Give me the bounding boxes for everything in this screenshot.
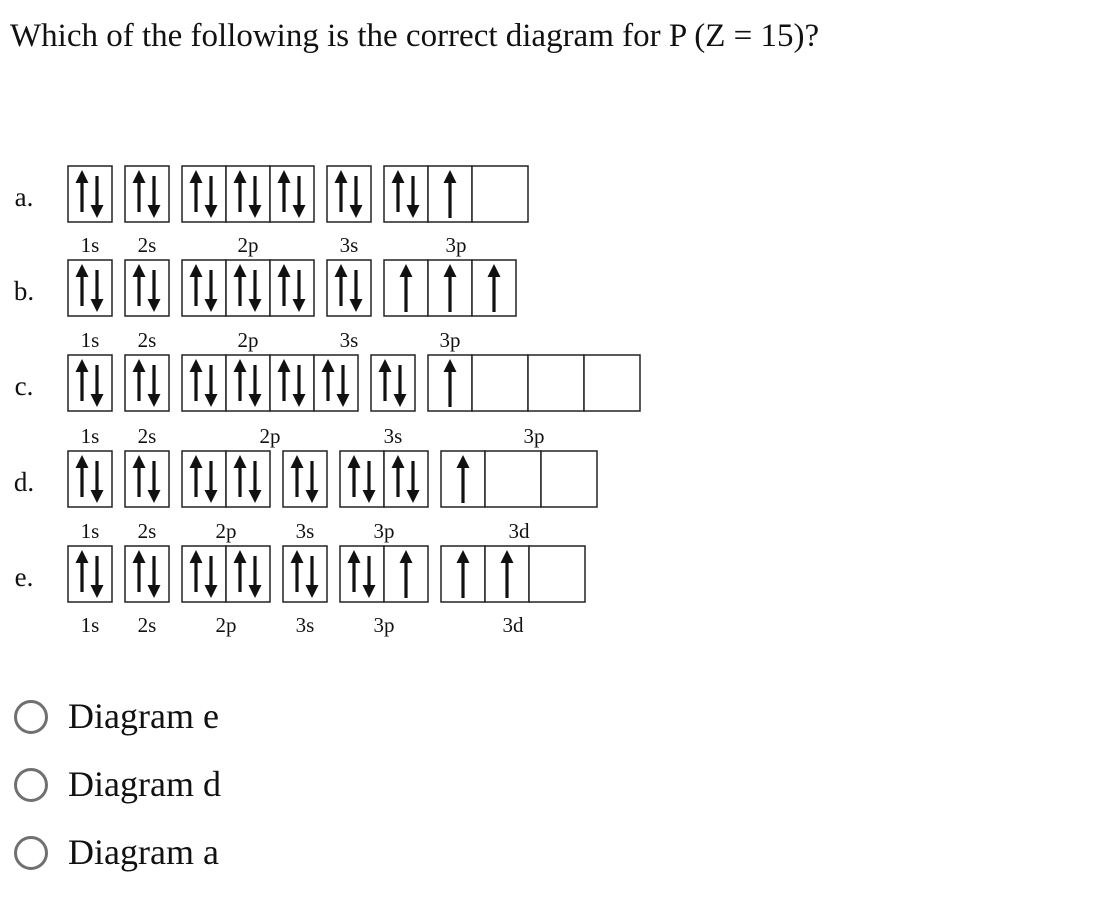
spin-up-arrow-icon — [234, 264, 247, 306]
spin-down-arrow-icon — [407, 461, 420, 503]
orbital-box — [384, 260, 428, 316]
orbital-box — [226, 260, 270, 316]
orbital-group-2s — [125, 260, 169, 352]
spin-down-arrow-icon — [148, 176, 161, 218]
orbital-group-2p — [182, 166, 314, 257]
orbital-label: 2s — [137, 424, 157, 448]
spin-down-arrow-icon — [148, 556, 161, 598]
orbital-box — [125, 260, 169, 316]
orbital-box — [472, 355, 528, 411]
diagram-row-c — [15, 355, 640, 448]
orbital-label: 2s — [137, 519, 157, 543]
orbital-group-3p — [428, 355, 640, 448]
spin-up-arrow-icon — [457, 455, 470, 503]
spin-up-arrow-icon — [392, 455, 405, 497]
spin-up-arrow-icon — [444, 170, 457, 218]
option-diagram-e[interactable] — [14, 690, 274, 742]
orbital-label: 2p — [215, 519, 237, 543]
orbital-group-3p — [384, 166, 528, 257]
orbital-group-1s — [68, 546, 112, 637]
orbital-group-3s — [371, 355, 415, 448]
orbital-box — [125, 546, 169, 602]
diagram-letter: d. — [13, 467, 35, 497]
orbital-box — [428, 260, 472, 316]
orbital-box — [428, 166, 472, 222]
orbital-box — [182, 260, 226, 316]
orbital-label: 1s — [80, 424, 100, 448]
diagram-letter: e. — [14, 562, 34, 592]
orbital-group-3p — [340, 451, 428, 543]
diagram-row-b — [14, 260, 516, 352]
spin-up-arrow-icon — [133, 455, 146, 497]
spin-down-arrow-icon — [363, 556, 376, 598]
orbital-label: 3p — [373, 519, 395, 543]
radio-button-icon[interactable] — [14, 700, 48, 734]
spin-up-arrow-icon — [278, 264, 291, 306]
diagram-row-e — [15, 546, 585, 637]
option-label: Diagram a — [68, 832, 219, 872]
option-diagram-d[interactable] — [14, 758, 274, 810]
spin-up-arrow-icon — [76, 264, 89, 306]
orbital-box — [226, 451, 270, 507]
orbital-box — [428, 355, 472, 411]
orbital-label: 1s — [80, 328, 100, 352]
spin-up-arrow-icon — [400, 550, 413, 598]
orbital-box — [384, 451, 428, 507]
orbital-label: 2p — [237, 233, 259, 257]
diagram-row-a — [15, 166, 528, 257]
spin-up-arrow-icon — [190, 264, 203, 306]
orbital-box — [125, 166, 169, 222]
spin-down-arrow-icon — [91, 461, 104, 503]
orbital-group-1s — [68, 451, 112, 543]
orbital-box — [327, 166, 371, 222]
spin-up-arrow-icon — [392, 170, 405, 212]
spin-up-arrow-icon — [291, 550, 304, 592]
spin-down-arrow-icon — [407, 176, 420, 218]
spin-up-arrow-icon — [278, 170, 291, 212]
spin-up-arrow-icon — [335, 170, 348, 212]
orbital-box — [472, 166, 528, 222]
orbital-group-2p — [182, 451, 270, 543]
orbital-label: 3s — [295, 613, 315, 637]
orbital-group-1s — [68, 355, 112, 448]
spin-up-arrow-icon — [457, 550, 470, 598]
orbital-label: 3p — [439, 328, 461, 352]
spin-up-arrow-icon — [76, 359, 89, 401]
spin-down-arrow-icon — [350, 270, 363, 312]
option-diagram-a[interactable] — [14, 826, 274, 878]
orbital-box — [68, 166, 112, 222]
orbital-label: 2s — [137, 328, 157, 352]
orbital-group-2s — [125, 166, 169, 257]
orbital-box — [68, 546, 112, 602]
orbital-label: 3p — [373, 613, 395, 637]
spin-down-arrow-icon — [249, 365, 262, 407]
orbital-group-2p — [182, 260, 314, 352]
orbital-label: 1s — [80, 613, 100, 637]
orbital-box — [270, 355, 314, 411]
orbital-label: 1s — [80, 233, 100, 257]
spin-down-arrow-icon — [249, 176, 262, 218]
spin-up-arrow-icon — [234, 455, 247, 497]
question-text: Which of the following is the correct diagram for P (Z = 15)? — [10, 18, 820, 54]
spin-up-arrow-icon — [291, 455, 304, 497]
diagram-letter: c. — [14, 371, 34, 401]
spin-up-arrow-icon — [133, 170, 146, 212]
orbital-label: 3s — [295, 519, 315, 543]
orbital-group-3p — [384, 260, 516, 352]
orbital-box — [226, 546, 270, 602]
orbital-box — [340, 451, 384, 507]
spin-down-arrow-icon — [205, 365, 218, 407]
orbital-box — [283, 546, 327, 602]
orbital-box — [226, 355, 270, 411]
spin-up-arrow-icon — [348, 550, 361, 592]
orbital-box — [371, 355, 415, 411]
spin-down-arrow-icon — [293, 365, 306, 407]
orbital-group-2s — [125, 546, 169, 637]
orbital-box — [528, 355, 584, 411]
spin-up-arrow-icon — [234, 359, 247, 401]
radio-button-icon[interactable] — [14, 768, 48, 802]
spin-up-arrow-icon — [190, 359, 203, 401]
orbital-label: 3p — [445, 233, 467, 257]
orbital-box — [441, 451, 485, 507]
orbital-group-3p — [340, 546, 428, 637]
orbital-group-1s — [68, 166, 112, 257]
orbital-box — [441, 546, 485, 602]
spin-down-arrow-icon — [337, 365, 350, 407]
orbital-box — [270, 166, 314, 222]
orbital-group-3s — [283, 451, 327, 543]
spin-down-arrow-icon — [205, 270, 218, 312]
orbital-box — [182, 355, 226, 411]
spin-up-arrow-icon — [322, 359, 335, 401]
orbital-box — [384, 546, 428, 602]
orbital-box — [125, 451, 169, 507]
spin-up-arrow-icon — [348, 455, 361, 497]
spin-down-arrow-icon — [91, 556, 104, 598]
orbital-box — [485, 546, 529, 602]
orbital-label: 2s — [137, 233, 157, 257]
spin-down-arrow-icon — [148, 270, 161, 312]
orbital-label: 3p — [523, 424, 545, 448]
spin-down-arrow-icon — [148, 461, 161, 503]
orbital-label: 2p — [215, 613, 237, 637]
spin-down-arrow-icon — [205, 461, 218, 503]
orbital-label: 2s — [137, 613, 157, 637]
orbital-label: 3s — [339, 328, 359, 352]
orbital-group-3s — [283, 546, 327, 637]
orbital-box — [270, 260, 314, 316]
option-label: Diagram d — [68, 764, 221, 804]
spin-up-arrow-icon — [278, 359, 291, 401]
orbital-box — [584, 355, 640, 411]
spin-up-arrow-icon — [190, 170, 203, 212]
spin-up-arrow-icon — [335, 264, 348, 306]
spin-down-arrow-icon — [91, 270, 104, 312]
orbital-box — [226, 166, 270, 222]
orbital-box — [68, 260, 112, 316]
spin-up-arrow-icon — [444, 264, 457, 312]
orbital-box — [68, 451, 112, 507]
spin-down-arrow-icon — [91, 176, 104, 218]
spin-down-arrow-icon — [350, 176, 363, 218]
spin-down-arrow-icon — [148, 365, 161, 407]
spin-up-arrow-icon — [76, 455, 89, 497]
orbital-box — [340, 546, 384, 602]
spin-down-arrow-icon — [205, 176, 218, 218]
orbital-box — [485, 451, 541, 507]
orbital-group-2p — [182, 546, 270, 637]
orbital-label: 2p — [237, 328, 259, 352]
orbital-group-3s — [327, 260, 371, 352]
spin-down-arrow-icon — [249, 461, 262, 503]
orbital-group-2p — [182, 355, 358, 448]
orbital-box — [125, 355, 169, 411]
diagram-row-d — [14, 451, 597, 543]
spin-up-arrow-icon — [133, 264, 146, 306]
orbital-box — [314, 355, 358, 411]
orbital-label: 3d — [502, 613, 524, 637]
spin-up-arrow-icon — [133, 359, 146, 401]
spin-down-arrow-icon — [205, 556, 218, 598]
spin-down-arrow-icon — [306, 556, 319, 598]
spin-down-arrow-icon — [249, 270, 262, 312]
orbital-box — [529, 546, 585, 602]
orbital-label: 3d — [508, 519, 530, 543]
orbital-label: 2p — [259, 424, 281, 448]
orbital-group-3s — [327, 166, 371, 257]
spin-up-arrow-icon — [488, 264, 501, 312]
orbital-group-3d — [441, 451, 597, 543]
spin-down-arrow-icon — [363, 461, 376, 503]
diagram-letter: a. — [14, 182, 34, 212]
orbital-box — [472, 260, 516, 316]
spin-up-arrow-icon — [133, 550, 146, 592]
spin-up-arrow-icon — [76, 170, 89, 212]
radio-button-icon[interactable] — [14, 836, 48, 870]
orbital-box — [283, 451, 327, 507]
orbital-group-1s — [68, 260, 112, 352]
orbital-label: 3s — [339, 233, 359, 257]
spin-down-arrow-icon — [306, 461, 319, 503]
orbital-box — [68, 355, 112, 411]
spin-down-arrow-icon — [249, 556, 262, 598]
diagram-letter: b. — [13, 276, 35, 306]
orbital-box — [182, 546, 226, 602]
orbital-group-2s — [125, 451, 169, 543]
spin-up-arrow-icon — [190, 455, 203, 497]
spin-down-arrow-icon — [293, 270, 306, 312]
orbital-label: 3s — [383, 424, 403, 448]
spin-down-arrow-icon — [91, 365, 104, 407]
option-label: Diagram e — [68, 696, 219, 736]
orbital-box — [327, 260, 371, 316]
orbital-box — [384, 166, 428, 222]
spin-up-arrow-icon — [190, 550, 203, 592]
spin-up-arrow-icon — [400, 264, 413, 312]
spin-down-arrow-icon — [394, 365, 407, 407]
orbital-group-3d — [441, 546, 585, 637]
orbital-box — [541, 451, 597, 507]
spin-up-arrow-icon — [379, 359, 392, 401]
orbital-group-2s — [125, 355, 169, 448]
spin-up-arrow-icon — [76, 550, 89, 592]
spin-up-arrow-icon — [444, 359, 457, 407]
spin-up-arrow-icon — [234, 550, 247, 592]
orbital-box — [182, 451, 226, 507]
spin-up-arrow-icon — [234, 170, 247, 212]
spin-up-arrow-icon — [501, 550, 514, 598]
spin-down-arrow-icon — [293, 176, 306, 218]
orbital-label: 1s — [80, 519, 100, 543]
orbital-box — [182, 166, 226, 222]
